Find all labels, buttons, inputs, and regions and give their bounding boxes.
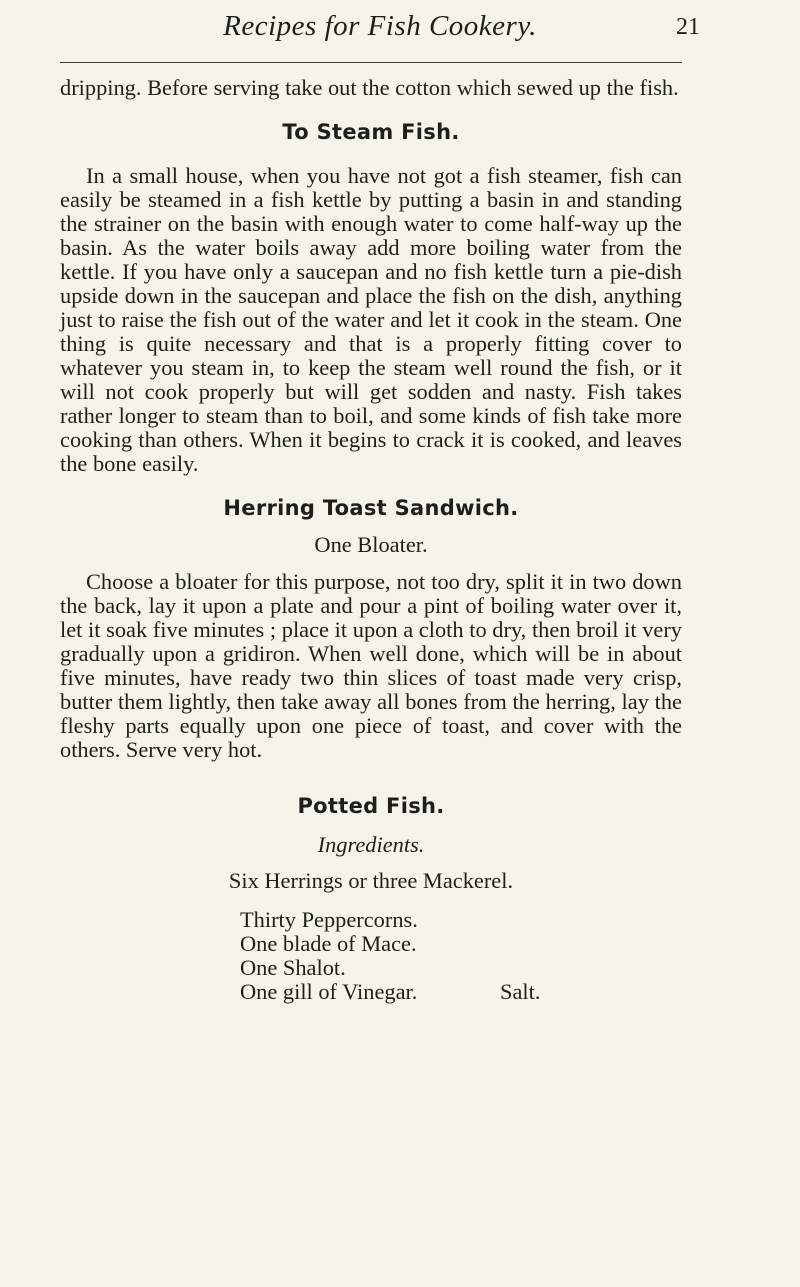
- opening-paragraph: dripping. Before serving take out the cotton which sewed up the fish.: [60, 75, 679, 100]
- header-rule: [60, 62, 682, 63]
- heading-herring-toast-sandwich: Herring Toast Sandwich.: [223, 496, 519, 520]
- ingredient-item: Thirty Peppercorns.: [240, 907, 418, 932]
- ingredient-item-last: [60, 980, 682, 1004]
- running-head: [60, 10, 700, 50]
- page-body: [60, 76, 682, 1004]
- herring-paragraph: Choose a bloater for this purpose, not too dry, split it in two down the back, lay it upon a plate and pour a pint of boiling water over it, let it soak five minutes ; place it upon a cloth to dry, then broil it very gradually upon a gridiron. When well done, which will be in about five minutes, have ready two thin slices of toast made very crisp, butter them lightly, then take away all bones from the herring, lay the fleshy parts equally upon one piece of toast, and cover with the others. Serve very hot.: [60, 569, 682, 762]
- ingredient-first: Six Herrings or three Mackerel.: [228, 868, 514, 893]
- ingredient-item: One gill of Vinegar.: [240, 979, 418, 1004]
- ingredient-item: One Shalot.: [240, 955, 346, 980]
- steam-fish-paragraph: In a small house, when you have not got a fish steamer, fish can easily be steamed in a fish kettle by putting a basin in and standing the strainer on the basin with enough water to come half-way up the basin. As the water boils away add more boiling water from the kettle. If you have only a saucepan and no fish kettle turn a pie-dish upside down in the saucepan and place the fish on the dish, anything just to raise the fish out of the water and let it cook in the steam. One thing is quite necessary and that is a properly fitting cover to whatever you steam in, to keep the steam well round the fish, or it will not cook properly but will get sodden and nasty. Fish takes rather longer to steam than to boil, and some kinds of fish take more cooking than others. When it begins to crack it is cooked, and leaves the bone easily.: [60, 163, 682, 476]
- herring-ingredient-line: One Bloater.: [314, 532, 428, 557]
- ingredients-subheading: Ingredients.: [317, 832, 425, 857]
- ingredient-aside: Salt.: [500, 979, 541, 1004]
- heading-to-steam-fish: To Steam Fish.: [282, 120, 460, 144]
- ingredient-item: One blade of Mace.: [240, 931, 417, 956]
- page-number: 21: [676, 14, 700, 40]
- heading-potted-fish: Potted Fish.: [297, 794, 445, 818]
- ingredient-list: [60, 908, 682, 1004]
- running-title: Recipes for Fish Cookery.: [223, 10, 537, 42]
